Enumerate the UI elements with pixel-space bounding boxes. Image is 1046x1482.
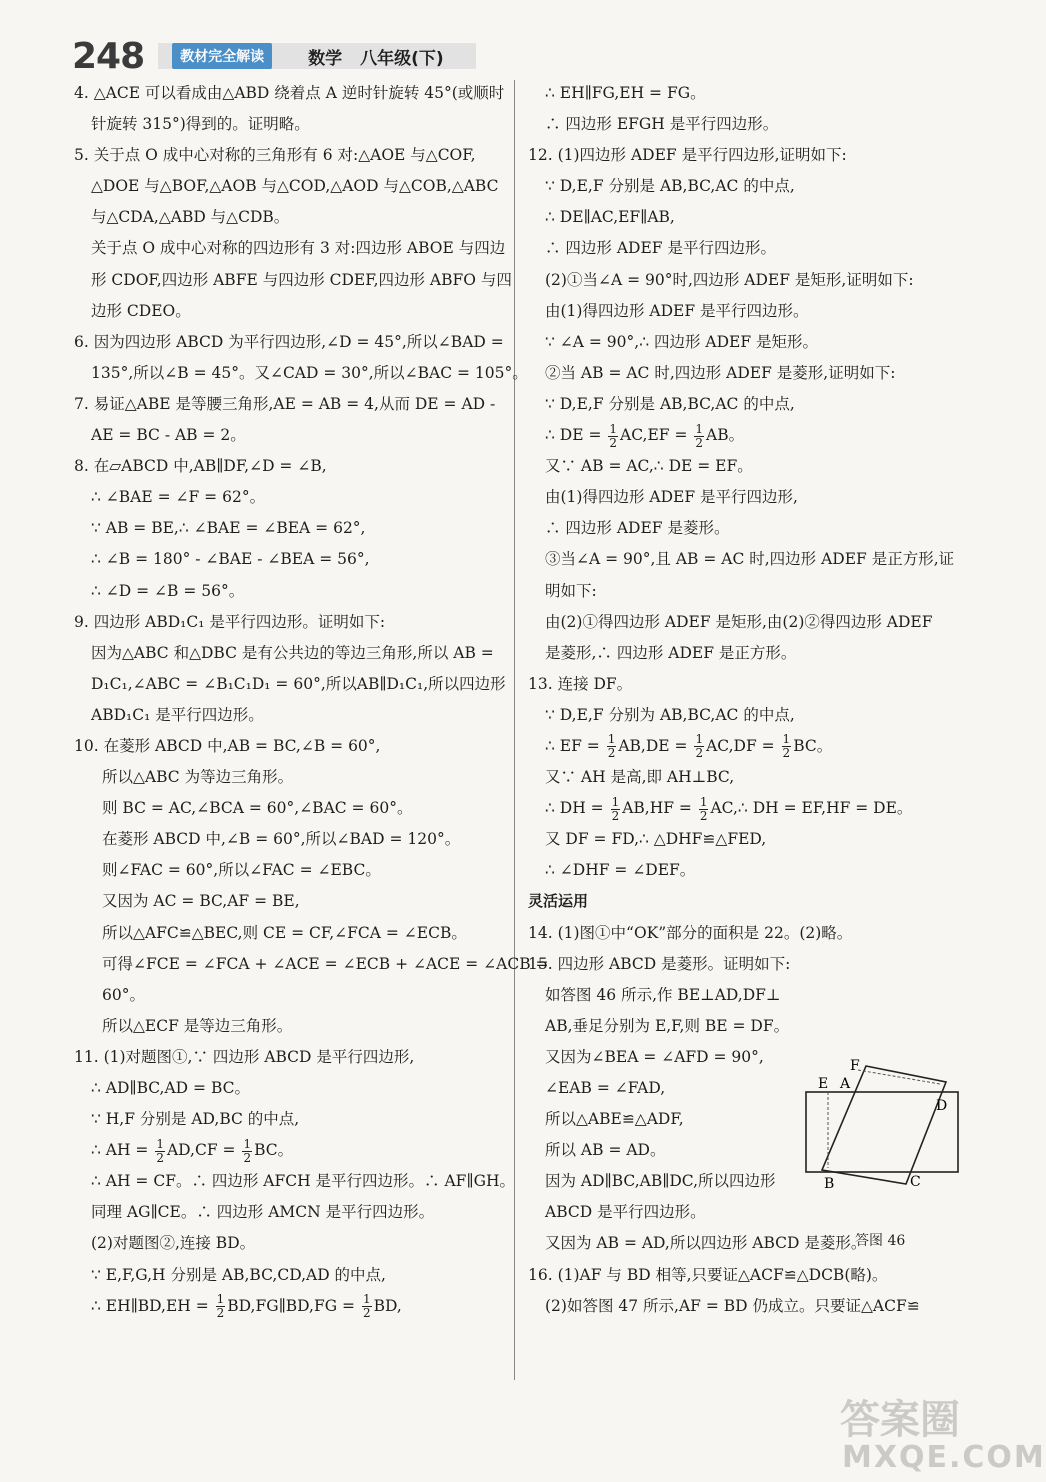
header-bar — [158, 43, 476, 69]
text-line: D₁C₁,∠ABC = ∠B₁C₁D₁ = 60°,所以AB∥D₁C₁,所以四边形 — [91, 674, 506, 693]
text-segment: AC,∴ DH = EF,HF = DE。 — [710, 799, 913, 818]
text-line: 12. (1)四边形 ADEF 是平行四边形,证明如下: — [528, 146, 847, 165]
text-line: 又∵ AB = AC,∴ DE = EF。 — [545, 457, 753, 476]
text-segment: AC,EF = — [620, 426, 693, 445]
text-segment: BC。 — [793, 736, 833, 755]
denominator: 2 — [156, 1150, 164, 1165]
denominator: 2 — [695, 746, 704, 761]
text-line: ∴ 四边形 ADEF 是平行四边形。 — [545, 239, 776, 258]
text-line: (2)如答图 47 所示,AF = BD 仍成立。只要证△ACF≌ — [545, 1296, 920, 1315]
text-line: (2)对题图②,连接 BD。 — [91, 1234, 256, 1253]
text-line: 又∵ AH 是高,即 AH⊥BC, — [545, 768, 735, 787]
text-line: ∴ EH∥FG,EH = FG。 — [545, 84, 706, 102]
text-line: ∵ ∠A = 90°,∴ 四边形 ADEF 是矩形。 — [545, 332, 819, 351]
text-segment: ∴ AH = — [91, 1141, 154, 1160]
text-line: 9. 四边形 ABD₁C₁ 是平行四边形。证明如下: — [74, 612, 386, 631]
text-line: 10. 在菱形 ABCD 中,AB = BC,∠B = 60°, — [74, 736, 381, 755]
text-line: 是菱形,∴ 四边形 ADEF 是正方形。 — [545, 643, 797, 662]
label-C: C — [910, 1174, 921, 1190]
text-line: ③当∠A = 90°,且 AB = AC 时,四边形 ADEF 是正方形,证 — [545, 550, 955, 569]
text-line: 如答图 46 所示,作 BE⊥AD,DF⊥ — [545, 985, 781, 1004]
text-line: 所以 AB = AD。 — [545, 1141, 666, 1160]
text-line: 8. 在▱ABCD 中,AB∥DF,∠D = ∠B, — [74, 457, 327, 476]
text-line: ∵ H,F 分别是 AD,BC 的中点, — [91, 1110, 300, 1129]
text-line: ABD₁C₁ 是平行四边形。 — [91, 705, 264, 724]
text-line — [528, 420, 968, 451]
text-line: ∴ ∠DHF = ∠DEF。 — [545, 861, 696, 880]
text-line: 由(2)①得四边形 ADEF 是矩形,由(2)②得四边形 ADEF — [545, 612, 933, 631]
text-segment: AC,DF = — [706, 736, 780, 755]
subject-label: 数学 — [308, 48, 343, 69]
text-segment: ∴ DE = — [545, 426, 607, 445]
text-line: ∴ 四边形 ADEF 是菱形。 — [545, 519, 730, 538]
numerator: 1 — [695, 421, 703, 436]
text-line: 边形 CDEO。 — [91, 301, 191, 320]
denominator: 2 — [607, 746, 616, 761]
text-line: ∵ AB = BE,∴ ∠BAE = ∠BEA = 62°, — [91, 519, 366, 538]
denominator: 2 — [609, 435, 618, 450]
left-column — [74, 78, 549, 1322]
text-line: 因为 AD∥BC,AB∥DC,所以四边形 — [545, 1172, 776, 1191]
text-line: 13. 连接 DF。 — [528, 674, 633, 693]
fraction — [611, 796, 621, 823]
fraction — [607, 733, 617, 760]
text-segment: BD,FG∥BD,FG = — [227, 1296, 360, 1315]
text-line: 所以△ECF 是等边三角形。 — [102, 1016, 293, 1035]
denominator: 2 — [695, 435, 703, 450]
text-segment: AB,DE = — [618, 736, 693, 755]
text-line: ②当 AB = AC 时,四边形 ADEF 是菱形,证明如下: — [545, 363, 896, 382]
fraction — [216, 1293, 226, 1320]
numerator: 1 — [156, 1136, 164, 1151]
fraction — [155, 1138, 165, 1165]
text-line: (2)①当∠A = 90°时,四边形 ADEF 是矩形,证明如下: — [545, 270, 914, 289]
book-badge: 教材完全解读 — [172, 43, 272, 69]
text-line — [528, 793, 968, 824]
text-line: 6. 因为四边形 ABCD 为平行四边形,∠D = 45°,所以∠BAD = — [74, 332, 504, 351]
text-line: 又因为 AB = AD,所以四边形 ABCD 是菱形。 — [545, 1234, 867, 1253]
text-line: ∴ DE∥AC,EF∥AB, — [545, 208, 675, 227]
text-segment: ∴ EH∥BD,EH = — [91, 1296, 214, 1315]
text-line: ∴ ∠D = ∠B = 56°。 — [91, 581, 245, 600]
label-E: E — [818, 1076, 829, 1092]
text-segment: AD,CF = — [166, 1141, 241, 1160]
watermark-url: MXQE.COM — [842, 1440, 1046, 1475]
text-line: 在菱形 ABCD 中,∠B = 60°,所以∠BAD = 120°。 — [102, 830, 461, 849]
denominator: 2 — [782, 746, 791, 761]
text-line: 又因为∠BEA = ∠AFD = 90°, — [545, 1047, 764, 1066]
text-line: 则∠FAC = 60°,所以∠FAC = ∠EBC。 — [102, 861, 381, 880]
text-line: 60°。 — [102, 985, 145, 1004]
numerator: 1 — [699, 794, 708, 809]
numerator: 1 — [782, 732, 791, 747]
grade-label: 八年级(下) — [360, 48, 444, 69]
text-line: 与△CDA,△ABD 与△CDB。 — [91, 208, 290, 227]
text-line: 4. △ACE 可以看成由△ABD 绕着点 A 逆时针旋转 45°(或顺时 — [74, 84, 505, 102]
label-B: B — [824, 1176, 835, 1192]
numerator: 1 — [216, 1292, 225, 1307]
numerator: 1 — [695, 732, 704, 747]
label-D: D — [936, 1098, 948, 1114]
text-line: 可得∠FCE = ∠FCA + ∠ACE = ∠ECB + ∠ACE = ∠ACB = — [102, 954, 549, 973]
text-line: 又因为 AC = BC,AF = BE, — [102, 892, 300, 911]
text-line: 15. 四边形 ABCD 是菱形。证明如下: — [528, 954, 791, 973]
fraction — [362, 1293, 372, 1320]
text-segment: AB。 — [706, 426, 745, 445]
text-line: 关于点 O 成中心对称的四边形有 3 对:四边形 ABOE 与四边 — [91, 239, 506, 258]
label-A: A — [840, 1076, 851, 1092]
text-line: ∵ D,E,F 分别是 AB,BC,AC 的中点, — [545, 177, 795, 196]
text-segment: AB,HF = — [622, 799, 697, 818]
watermark-logo: 答案圈 — [840, 1397, 960, 1443]
fraction — [699, 796, 709, 823]
text-segment: ∴ EF = — [545, 736, 605, 755]
text-line: AE = BC - AB = 2。 — [91, 426, 246, 445]
fraction — [694, 733, 704, 760]
text-segment: ∴ DH = — [545, 799, 609, 818]
text-line: 14. (1)图①中“OK”部分的面积是 22。(2)略。 — [528, 923, 853, 942]
text-line: 7. 易证△ABE 是等腰三角形,AE = AB = 4,从而 DE = AD - — [74, 394, 496, 413]
text-line: 形 CDOF,四边形 ABFE 与四边形 CDEF,四边形 ABFO 与四 — [91, 270, 512, 289]
text-line: ∵ E,F,G,H 分别是 AB,BC,CD,AD 的中点, — [91, 1265, 386, 1284]
text-line: 所以△ABC 为等边三角形。 — [102, 768, 294, 787]
fraction — [242, 1138, 252, 1165]
text-line: ∴ AD∥BC,AD = BC。 — [91, 1079, 250, 1097]
text-line: 同理 AG∥CE。∴ 四边形 AMCN 是平行四边形。 — [91, 1203, 435, 1222]
text-line — [528, 731, 968, 762]
text-line: ∴ AH = CF。∴ 四边形 AFCH 是平行四边形。∴ AF∥GH。 — [91, 1172, 515, 1191]
text-line: 因为△ABC 和△DBC 是有公共边的等边三角形,所以 AB = — [91, 643, 494, 662]
fraction — [608, 423, 618, 450]
text-line: 所以△ABE≌△ADF, — [545, 1110, 684, 1129]
text-line: 所以△AFC≌△BEC,则 CE = CF,∠FCA = ∠ECB。 — [102, 923, 467, 942]
figure-caption: 答图 46 — [855, 1233, 906, 1249]
denominator: 2 — [611, 808, 620, 823]
numerator: 1 — [362, 1292, 371, 1307]
text-line: ∵ D,E,F 分别是 AB,BC,AC 的中点, — [545, 394, 795, 413]
denominator: 2 — [216, 1306, 225, 1321]
text-line: ∴ 四边形 EFGH 是平行四边形。 — [545, 115, 779, 134]
text-line: 则 BC = AC,∠BCA = 60°,∠BAC = 60°。 — [102, 799, 413, 818]
label-F: F — [850, 1058, 860, 1074]
text-line: 由(1)得四边形 ADEF 是平行四边形。 — [545, 301, 809, 320]
denominator: 2 — [362, 1306, 371, 1321]
numerator: 1 — [243, 1136, 252, 1151]
text-line: 135°,所以∠B = 45°。又∠CAD = 30°,所以∠BAC = 105°。 — [91, 363, 528, 382]
text-line: ∵ D,E,F 分别为 AB,BC,AC 的中点, — [545, 705, 795, 724]
figure-46 — [800, 1050, 966, 1250]
text-segment: BD, — [373, 1296, 402, 1315]
text-line: AB,垂足分别为 E,F,则 BE = DF。 — [545, 1016, 790, 1035]
text-line: 16. (1)AF 与 BD 相等,只要证△ACF≌△DCB(略)。 — [528, 1265, 888, 1284]
text-line: ∴ ∠BAE = ∠F = 62°。 — [91, 488, 266, 507]
text-line: 灵活运用 — [528, 892, 589, 911]
fraction — [694, 423, 704, 450]
text-line: 由(1)得四边形 ADEF 是平行四边形, — [545, 488, 798, 507]
text-line: ABCD 是平行四边形。 — [545, 1203, 706, 1222]
text-line: ∠EAB = ∠FAD, — [545, 1079, 666, 1097]
page-header — [72, 36, 476, 76]
text-line: 又 DF = FD,∴ △DHF≌△FED, — [545, 830, 767, 849]
text-line: △DOE 与△BOF,△AOB 与△COD,△AOD 与△COB,△ABC — [91, 177, 499, 196]
text-line: 明如下: — [545, 581, 597, 600]
numerator: 1 — [609, 421, 618, 436]
fraction — [782, 733, 792, 760]
denominator: 2 — [699, 808, 708, 823]
text-line: 针旋转 315°)得到的。证明略。 — [91, 115, 310, 134]
text-line — [74, 1291, 502, 1322]
numerator: 1 — [611, 794, 620, 809]
page-number: 248 — [72, 35, 145, 77]
text-segment: BC。 — [254, 1141, 294, 1160]
text-line: ∴ ∠B = 180° - ∠BAE - ∠BEA = 56°, — [91, 550, 370, 569]
numerator: 1 — [607, 732, 616, 747]
text-line: 5. 关于点 O 成中心对称的三角形有 6 对:△AOE 与△COF, — [74, 146, 476, 165]
text-line: 11. (1)对题图①,∵ 四边形 ABCD 是平行四边形, — [74, 1047, 415, 1066]
text-line — [74, 1135, 502, 1166]
denominator: 2 — [243, 1150, 252, 1165]
